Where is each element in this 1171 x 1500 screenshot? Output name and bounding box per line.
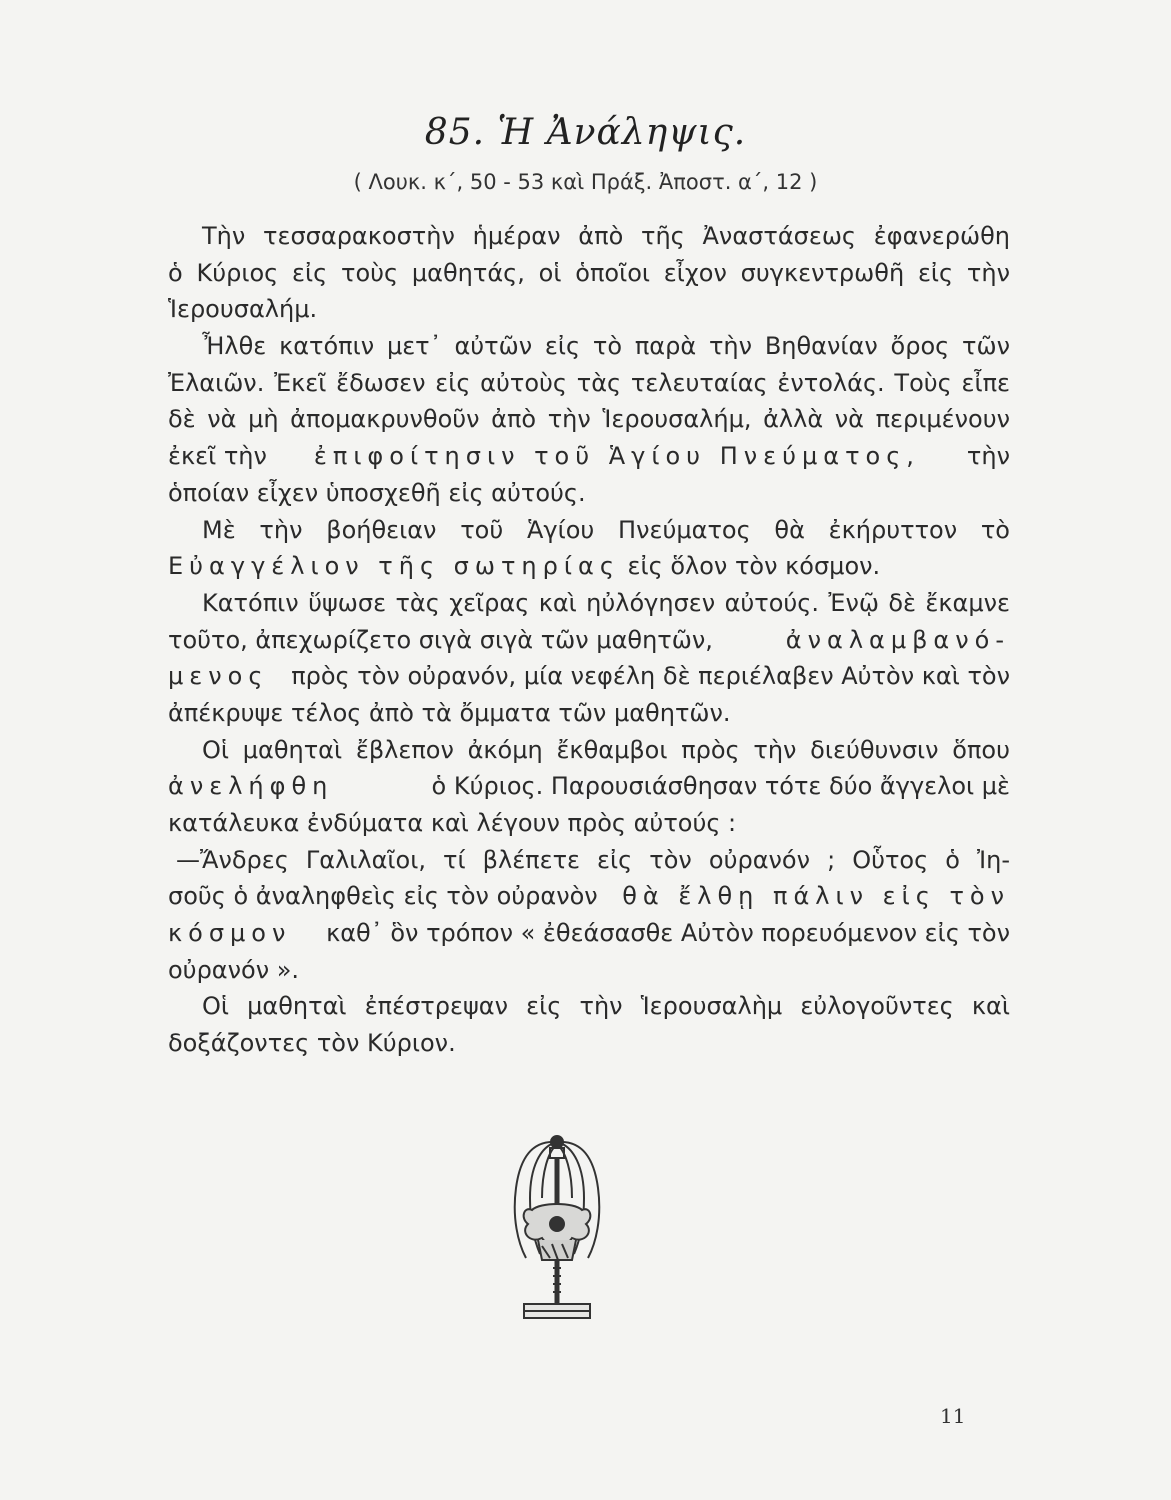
chapter-title: 85. Ἡ Ἀνάληψις. <box>424 112 747 153</box>
spaced-emphasis: μενος <box>168 662 269 691</box>
text-line <box>168 768 1010 805</box>
text-line: Μὲ τὴν βοήθειαν τοῦ Ἁγίου Πνεύματος θὰ ἐκήρυττον τὸ <box>202 515 1010 544</box>
text-line: Οἱ μαθηταὶ ἐπέστρεψαν εἰς τὴν Ἱερουσαλὴμ εὐλογοῦντες καὶ <box>202 992 1010 1021</box>
text-segment: τὴν <box>966 442 1010 471</box>
text-line: ὁποίαν εἶχεν ὑποσχεθῆ εἰς αὐτούς. <box>168 478 586 507</box>
text-line: Ἦλθε κατόπιν μετ᾿ αὐτῶν εἰς τὸ παρὰ τὴν Βηθανίαν ὄρος τῶν <box>202 332 1010 361</box>
text-segment: ὁ Κύριος. Παρουσιάσθησαν τότε δύο ἄγγελοι μὲ <box>431 772 1010 801</box>
chapter-text <box>168 218 1010 1062</box>
text-segment: πρὸς τὸν οὐρανόν, μία νεφέλη δὲ περιέλαβεν Αὐτὸν καὶ τὸν <box>291 662 1010 691</box>
text-line: δὲ νὰ μὴ ἀπομακρυνθοῦν ἀπὸ τὴν Ἱερουσαλήμ, ἀλλὰ νὰ περιμένουν <box>168 405 1010 434</box>
text-segment: εἰς ὅλον τὸν κόσμον. <box>627 552 881 581</box>
text-line <box>168 622 1010 659</box>
text-line: δοξάζοντες τὸν Κύριον. <box>168 1029 456 1058</box>
spaced-emphasis: κόσμον <box>168 919 292 948</box>
text-line: ὁ Κύριος εἰς τοὺς μαθητάς, οἱ ὁποῖοι εἶχον συγκεντρωθῆ εἰς τὴν <box>168 258 1010 287</box>
fountain-illustration <box>502 1128 612 1328</box>
text-line: οὐρανόν ». <box>168 955 300 984</box>
text-segment: τοῦτο, ἀπεχωρίζετο σιγὰ σιγὰ τῶν μαθητῶν, <box>168 625 713 654</box>
text-line: Κατόπιν ὕψωσε τὰς χεῖρας καὶ ηὐλόγησεν αὐτούς. Ἐνῷ δὲ ἔκαμνε <box>202 588 1010 617</box>
text-segment: καθ᾿ ὃν τρόπον « ἐθεάσασθε Αὐτὸν πορευόμενον εἰς τὸν <box>326 919 1010 948</box>
text-line: ἀπέκρυψε τέλος ἀπὸ τὰ ὄμματα τῶν μαθητῶν. <box>168 698 731 727</box>
spaced-emphasis: ἐπιφοίτησιν τοῦ Ἁγίου Πνεύματος, <box>313 442 920 471</box>
spaced-emphasis: Εὐαγγέλιον τῆς σωτηρίας <box>168 552 620 581</box>
spaced-emphasis: θὰ ἔλθῃ πάλιν εἰς τὸν <box>622 882 1010 911</box>
text-line: Ἐλαιῶν. Ἐκεῖ ἔδωσεν εἰς αὐτοὺς τὰς τελευταίας ἐντολάς. Τοὺς εἶπε <box>168 368 1010 397</box>
text-line <box>168 548 1010 585</box>
scripture-reference: ( Λουκ. κ΄, 50 - 53 καὶ Πράξ. Ἀποστ. α΄, 12 ) <box>353 170 818 194</box>
text-line: Τὴν τεσσαρακοστὴν ἡμέραν ἀπὸ τῆς Ἀναστάσεως ἐφανερώθη <box>202 222 1010 250</box>
spaced-emphasis: ἀναλαμβανό- <box>785 625 1010 654</box>
text-line: Οἱ μαθηταὶ ἔβλεπον ἀκόμη ἔκθαμβοι πρὸς τὴν διεύθυνσιν ὅπου <box>202 735 1010 764</box>
text-line <box>168 438 1010 475</box>
text-line <box>168 658 1010 695</box>
text-line: Ἱερουσαλήμ. <box>168 295 318 324</box>
page-number: 11 <box>940 1404 966 1428</box>
text-segment: ἐκεῖ τὴν <box>168 442 267 471</box>
spaced-emphasis: ἀνελήφθη <box>168 772 334 801</box>
text-line <box>168 915 1010 952</box>
text-line: κατάλευκα ἐνδύματα καὶ λέγουν πρὸς αὐτούς : <box>168 809 737 837</box>
text-line <box>168 878 1010 915</box>
text-line: —Ἄνδρες Γαλιλαῖοι, τί βλέπετε εἰς τὸν οὐρανόν ; Οὗτος ὁ Ἰη- <box>176 845 1010 874</box>
text-segment: σοῦς ὁ ἀναληφθεὶς εἰς τὸν οὐρανὸν <box>168 882 598 911</box>
